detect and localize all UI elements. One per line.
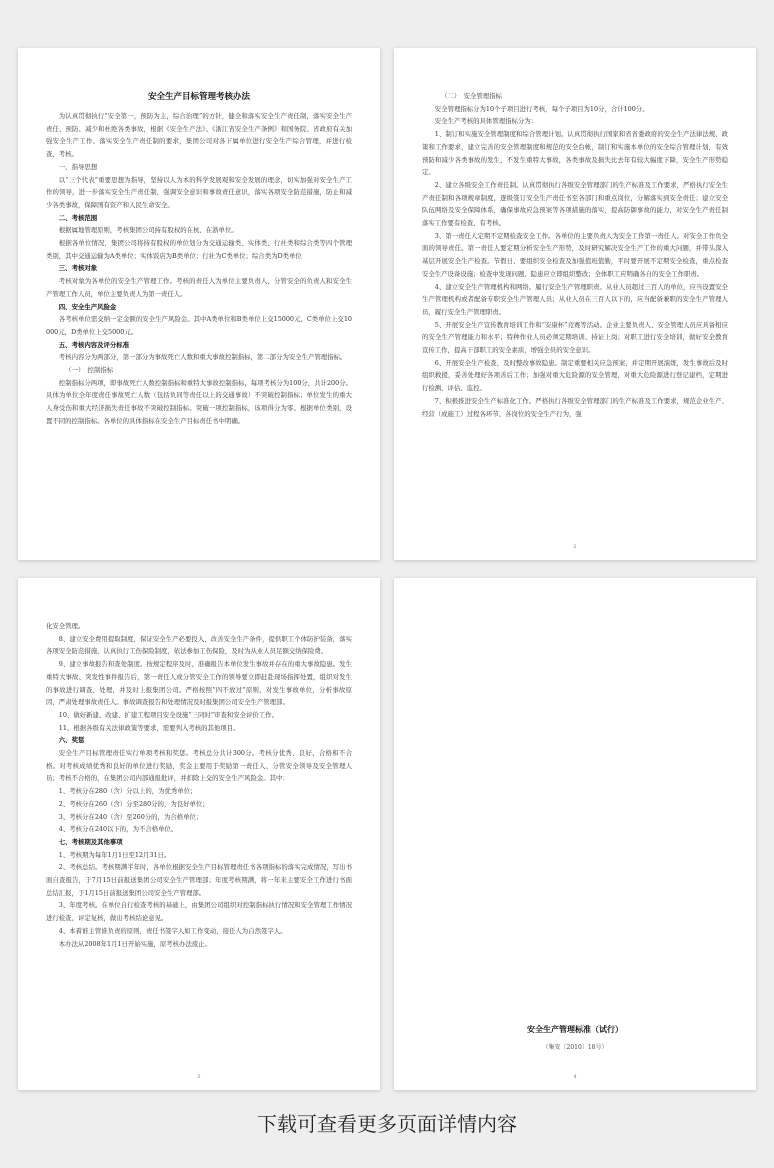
page-1-paragraph: 考核内容分为两部分，第一部分为事故死亡人数和重大事故控制指标，第二部分为安全生产管理指标。 xyxy=(58,353,347,362)
page-1-paragraph: 根据各单位情况，集团公司将持有股权的单位划分为交通运输类、实体类、行社类和综合类等四个管理类别，其中交通运输为A类单位；实体饭店为B类单位；行社为C类单位；综合类为D类单位 xyxy=(46,239,352,260)
page-3-paragraph: 11、根据各级有关法律政策等要求，需要列入考核的其他项目。 xyxy=(58,723,240,732)
page-3-paragraph: 4、本着谁主管谁负责的原则，责任书签字人如工作变动，接任人为自然签字人。 xyxy=(58,926,287,935)
page-2-paragraph: 5、开展安全生产宣传教育培训工作和“安康杯”竞赛等活动。企业主要负责人、安全管理人员应具备相应的安全生产管理能力和水平；特种作业人员必须定期培训、持证上岗；对职工进行安全培训，做好安全教育宣传工作，提高干部职工的安全素质，增强全员的安全意识。 xyxy=(422,320,728,355)
page-1-paragraph: 各考核单位需交纳一定金额的安全生产风险金。其中A类单位和B类单位上交15000元，C类单位上交10000元，D类单位上交5000元。 xyxy=(46,315,352,336)
document-page-1 xyxy=(18,48,380,560)
page-3-heading: 七、考核期及其他事项 xyxy=(58,837,123,846)
page-2-paragraph: 安全生产考核的具体管理指标分为： xyxy=(434,117,538,126)
page-3-heading: 六、奖惩 xyxy=(58,736,85,745)
page-2-paragraph: 7、积极推进安全生产标准化工作。严格执行各级安全管理部门的生产标准及工作要求，规范企业生产、经营（或施工）过程各环节、各岗位的安全生产行为，强 xyxy=(422,396,728,418)
page-4-title: 安全生产管理标准（试行） xyxy=(527,1024,623,1034)
page-3-paragraph: 2、考核总结。考核期满半年时，各单位根据安全生产目标管理责任书各项指标的落实完成情况，写出书面自查报告，于7月15日前报送集团公司安全生产管理部；年度考核期满，将一年来主要安全工作进行书面总结汇报，于1月15日前报送集团公司安全生产管理部。 xyxy=(46,863,352,897)
page-3-paragraph: 9、建立事故报告和查处制度。按规定程序及时、准确报告本单位发生事故并存在的重大事故隐患。发生重特大事故、突发性事件报告后，第一责任人或分管安全工作的领导要立即赶赴现场指挥处置，组织对发生的事故进行调查、处理，并及时上报集团公司。严格按照“四不放过”原则，对发生事故单位，分析事故原因，严肃处理事故责任人。事故调查报告和处理情况及时报集团公司安全生产管理部。 xyxy=(46,660,352,707)
page-3-paragraph: 8、建立安全费用提取制度，保证安全生产必要投入，改善安全生产条件，提供职工个体防护装备，落实各项安全防范措施，认真执行工伤保险制度，依法参加工伤保险，及时为从业人员足额交纳保险费。 xyxy=(46,634,352,656)
page-1-paragraph: 考核对象为各单位的安全生产管理工作。考核的责任人为单位主要负责人、分管安全的负责人和安全生产管理工作人员，单位主要负责人为第一责任人。 xyxy=(46,277,352,298)
page-4-number: 4 xyxy=(573,1074,577,1080)
page-3-paragraph: 3、年度考核。在单位自行检查考核的基础上，由集团公司组织对控制指标执行情况和安全管理工作情况进行检查、评定复核，做出考核结论意见。 xyxy=(46,901,352,923)
page-2-paragraph: 2、建立各级安全工作责任制。认真贯彻执行各级安全管理部门的生产标准及工作要求，严格执行安全生产责任制和各项规章制度，逐级签订安全生产责任书至各部门和重点岗位，分解落实到安全责任；建立安全队伍网络及安全保障体系，确保事故应急预案等各项措施的落实，提高防御事故的能力，对安全生产责任制落实工作要有检查、有考核。 xyxy=(422,180,728,228)
page-3-paragraph: 1、考核分在280（含）分以上的，为优秀单位； xyxy=(58,787,197,796)
page-2-paragraph: （二） 安全管理指标 xyxy=(441,92,502,100)
page-3-paragraph: 3、考核分在240（含）至260分的，为合格单位； xyxy=(58,812,203,821)
page-2-paragraph: 4、建立安全生产管理机构和网络。履行安全生产管理职责。从业人员超过三百人的单位，应当设置安全生产管理机构或者配备专职安全生产管理人员；从业人员在三百人以下的，应当配备兼职的安全生产管理人员，履行安全生产管理职责。 xyxy=(422,282,728,316)
document-page-2 xyxy=(394,48,756,560)
page-1-heading: 三、考核对象 xyxy=(58,264,98,273)
document-page-4 xyxy=(394,578,756,1090)
page-3-paragraph: 10、做好新建、改建、扩建工程项目安全设施“三同时”审查和安全评价工作。 xyxy=(58,710,278,719)
page-1-heading: 四、安全生产风险金 xyxy=(58,302,117,311)
page-1-paragraph: 根据属地管理原则，考核集团公司持有股权的在杭、在浙单位。 xyxy=(58,226,238,235)
page-1-paragraph: 为认真贯彻执行“安全第一，预防为主，综合治理”的方针，健全和落实安全生产责任制，落实安全生产责任、预防、减少和杜绝各类事故，根据《安全生产法》、《浙江省安全生产条例》和国务院、省政府有关加强安全生产工作、落实安全生产责任制的要求，集团公司对各下属单位进行安全生产综合管理，并进行检查、考核。 xyxy=(46,112,352,159)
page-1-title: 安全生产目标管理考核办法 xyxy=(147,92,250,102)
page-2-number: 2 xyxy=(573,544,577,550)
page-1-heading: 二、考核范围 xyxy=(58,213,98,222)
page-1-paragraph: 控制指标分两项，即事故死亡人数控制指标和重特大事故控制指标，每项考核分为100分，共计200分。具体为单位全年度责任事故死亡人数（包括负同等责任以上的交通事故）不突破控制指标；单位发生的重大人身受伤和重大经济损失责任事故不突破控制指标。突破一项控制指标，该项得分为零。根据单位类别，设置不同的控制指标。各单位的具体指标在安全生产目标责任书中明确。 xyxy=(46,378,352,425)
page-1-paragraph: （一） 控制指标 xyxy=(65,366,114,375)
page-2-paragraph: 安全管理指标分为10个子项目进行考核，每个子项目为10分，合计100分。 xyxy=(434,104,649,113)
page-3-paragraph: 本办法从2008年1月1日开始实施，原考核办法废止。 xyxy=(58,939,212,948)
page-3-number: 3 xyxy=(197,1074,201,1080)
page-3-paragraph: 化安全管理。 xyxy=(46,622,85,630)
page-2-paragraph: 6、开展安全生产检查，及时整改事故隐患。制定重要相关应急预案，并定期开展演练，发生事故后及时组织救援，妥善处理好各项善后工作；加强对重大危险源的安全管理，对重大危险源进行登记建档，定期进行检测、评估、监控。 xyxy=(422,358,728,393)
page-4-subtitle: （集安〔2010〕18号） xyxy=(542,1044,608,1051)
page-2-paragraph: 1、制订和实施安全管理制度和综合管理计划。认真贯彻执行国家和省省委政府的安全生产法律法规、政策和工作要求，建立完善的安全管理制度和规范的安全台帐，制订和实施本单位的安全综合管理计划，有效预防和减少各类事故的发生，不发生重特大事故，各类事故及损失比去年有较大幅度下降，安全生产形势稳定。 xyxy=(422,130,728,177)
page-3-paragraph: 4、考核分在240以下的，为不合格单位。 xyxy=(58,825,178,834)
page-2-paragraph: 3、第一责任人定期不定期检查安全工作。各单位的主要负责人为安全工作第一责任人。对安全工作负全面的领导责任。第一责任人要定期分析安全生产形势，及时研究解决安全生产工作的重大问题，并带头深入基层开展安全生产检查。节假日、要组织安全检查及加强值班值勤，平时要开展不定期安全检查，重点检查安全生产设备设施；检查中发现问题、隐患应立即组织整改；全体职工应明确各自的安全工作职责。 xyxy=(422,231,728,278)
page-3-paragraph: 安全生产目标管理责任实行单项考核和奖惩。考核总分共计300分。考核分优秀、良好、合格和不合格。对考核成绩优秀和良好的单位进行奖励，奖金主要用于奖励第一责任人、分管安全领导及安全管理人员；考核不合格的，在集团公司内部通报批评，并扣除上交的安全生产风险金。其中： xyxy=(46,749,352,783)
page-1-paragraph: 一、指导思想 xyxy=(58,162,98,171)
download-more-prompt[interactable]: 下载可查看更多页面详情内容 xyxy=(257,1112,517,1136)
page-1-heading: 五、考核内容及评分标准 xyxy=(58,340,130,349)
page-3-paragraph: 1、考核期为每年1月1日至12月31日。 xyxy=(58,850,171,859)
page-3-paragraph: 2、考核分在260（含）分至280分的，为良好单位； xyxy=(58,799,209,808)
document-page-3 xyxy=(18,578,380,1090)
page-1-paragraph: 以“三个代表”重要思想为指导，坚持以人为本的科学发展观和安全发展的理念，切实加强对安全生产工作的领导，进一步落实安全生产责任制，强调安全意识和事故责任意识，落实各项安全防范措施，防止和减少各类事故，保障国有资产和人民生命安全。 xyxy=(46,175,352,209)
